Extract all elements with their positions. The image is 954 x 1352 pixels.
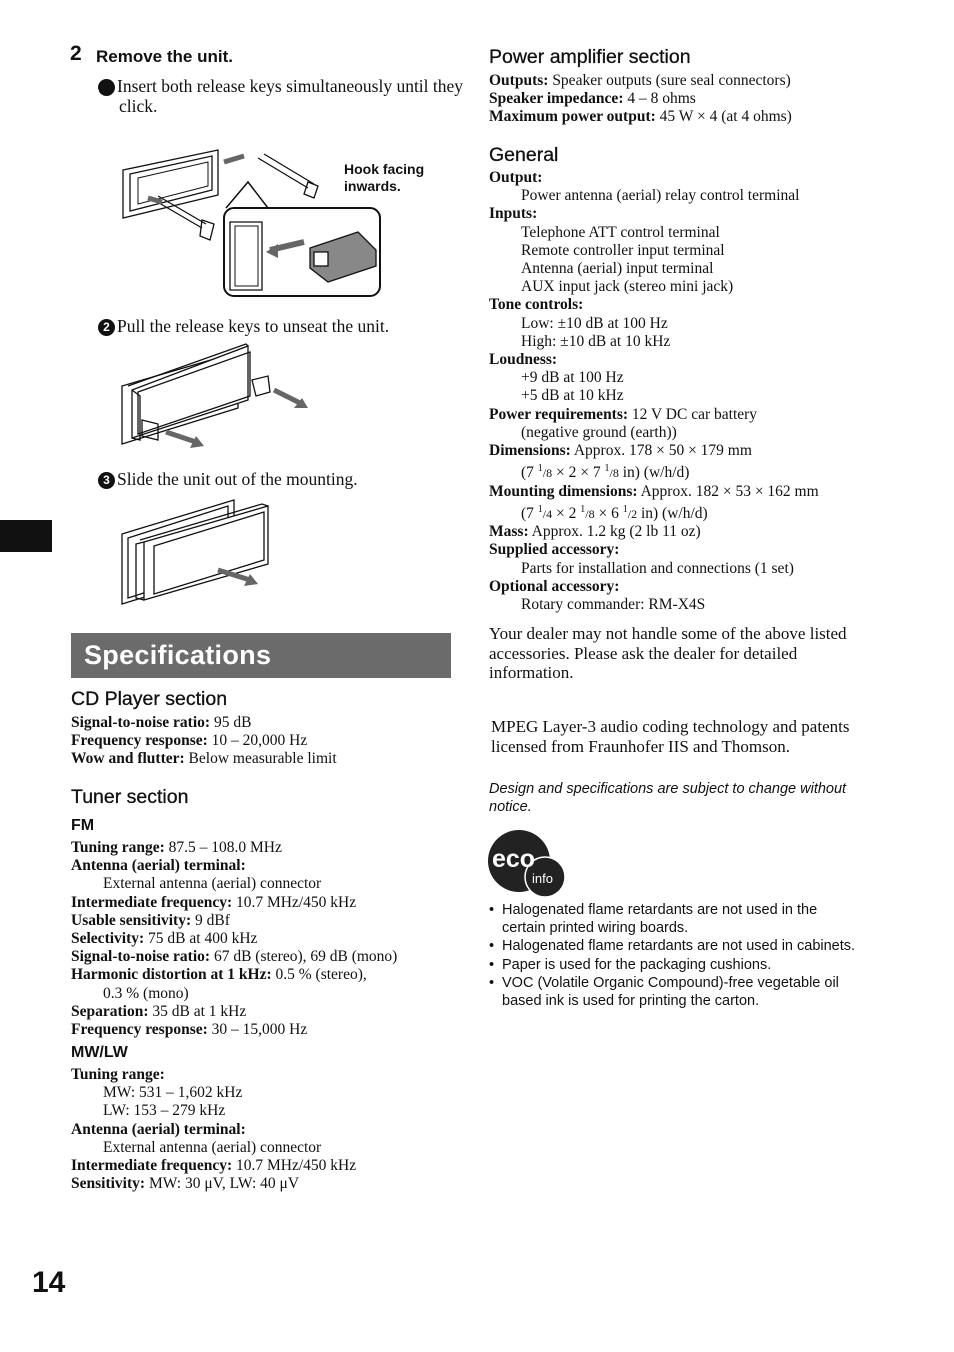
eco-info-logo — [488, 830, 568, 898]
dim-fraction-num: 1 — [604, 463, 610, 475]
list-item: • VOC (Volatile Organic Compound)-free vegetable oil based ink is used for printing the carton. — [489, 974, 859, 1010]
spec-label: Intermediate frequency: — [71, 893, 233, 911]
spec-label: Optional accessory: — [489, 577, 620, 595]
eco-bullet-list — [489, 901, 859, 1010]
substep-1 — [92, 76, 464, 116]
spec-value: AUX input jack (stereo mini jack) — [521, 278, 734, 296]
substep-3 — [98, 469, 448, 489]
list-item: • Halogenated flame retardants are not used in the certain printed wiring boards. — [489, 901, 859, 937]
amp-spec-list — [489, 72, 889, 127]
mount-fraction-den: /8 — [585, 506, 595, 521]
spec-row — [71, 732, 451, 750]
spec-value: (negative ground (earth)) — [521, 423, 677, 441]
mount-fraction-num: 1 — [580, 503, 586, 515]
list-item: • Paper is used for the packaging cushions. — [489, 956, 859, 974]
cd-spec-list — [71, 714, 451, 769]
spec-value: 67 dB (stereo), 69 dB (mono) — [210, 948, 398, 966]
spec-row — [489, 523, 889, 541]
dim-fraction-den: /8 — [542, 466, 553, 481]
spec-row — [489, 406, 889, 424]
spec-label: Speaker impedance: — [489, 90, 624, 108]
spec-value: Speaker outputs (sure seal connectors) — [548, 72, 791, 89]
spec-value: Below measurable limit — [184, 750, 337, 768]
page-number: 14 — [32, 1266, 66, 1299]
pull-keys-illustration — [118, 340, 318, 455]
spec-value: 10 – 20,000 Hz — [207, 732, 308, 750]
hook-note-line: inwards. — [344, 178, 401, 194]
spec-label: Inputs: — [489, 205, 538, 223]
spec-value: Parts for installation and connections (1 set) — [521, 559, 794, 577]
spec-value: Approx. 1.2 kg (2 lb 11 oz) — [528, 523, 701, 541]
hook-note-line: Hook facing — [344, 161, 425, 177]
spec-label: Output: — [489, 169, 543, 186]
spec-row — [71, 1157, 451, 1175]
spec-value: Remote controller input terminal — [521, 241, 725, 259]
cd-section-heading: CD Player section — [71, 688, 228, 710]
eco-logo-subtext: info — [532, 871, 553, 886]
spec-value: Approx. 182 × 53 × 162 mm — [637, 482, 819, 500]
spec-value: MW: 30 μV, LW: 40 μV — [145, 1175, 300, 1193]
spec-value: Antenna (aerial) input terminal — [521, 260, 714, 278]
eco-logo-text: eco — [492, 845, 536, 873]
spec-row — [71, 1175, 451, 1193]
spec-row — [71, 948, 451, 966]
spec-label: Antenna (aerial) terminal: — [71, 857, 246, 875]
spec-value — [489, 460, 889, 482]
substep-text: Insert both release keys simultaneously until they click. — [117, 76, 464, 116]
spec-value: 95 dB — [210, 714, 252, 731]
spec-label: Outputs: — [489, 72, 549, 89]
mwlw-heading: MW/LW — [71, 1044, 128, 1061]
spec-label: Antenna (aerial) terminal: — [71, 1120, 246, 1138]
substep-2 — [98, 316, 448, 336]
dim-part: (7 — [521, 464, 538, 482]
general-spec-list — [489, 169, 889, 614]
spec-row — [489, 90, 889, 108]
spec-row — [71, 1003, 451, 1021]
spec-value: 30 – 15,000 Hz — [207, 1021, 308, 1039]
spec-value: 87.5 – 108.0 MHz — [164, 839, 282, 856]
spec-label: Power requirements: — [489, 405, 629, 423]
spec-label: Tuning range: — [71, 839, 165, 856]
spec-label: Intermediate frequency: — [71, 1157, 233, 1175]
spec-row — [71, 930, 451, 948]
spec-label: Mounting dimensions: — [489, 482, 638, 500]
spec-row — [71, 1066, 451, 1084]
spec-row — [71, 750, 451, 768]
tuner-section-heading: Tuner section — [71, 786, 189, 808]
section-tab — [0, 520, 52, 552]
spec-row — [489, 442, 889, 460]
spec-row — [71, 1121, 451, 1139]
spec-label: Tone controls: — [489, 296, 584, 314]
spec-label: Mass: — [489, 523, 529, 541]
dim-fraction-den: /8 — [609, 466, 619, 481]
spec-value: 0.3 % (mono) — [103, 984, 189, 1002]
spec-row — [489, 72, 889, 90]
mwlw-spec-list — [71, 1066, 451, 1193]
spec-row — [71, 966, 451, 984]
spec-row — [489, 483, 889, 501]
substep-number-icon: 1 — [98, 79, 115, 96]
spec-value: 35 dB at 1 kHz — [148, 1002, 247, 1020]
substep-text: Pull the release keys to unseat the unit. — [117, 316, 390, 336]
spec-row — [71, 912, 451, 930]
spec-label: Loudness: — [489, 351, 558, 369]
spec-label: Selectivity: — [71, 930, 145, 948]
dim-part: × 2 × 7 — [552, 464, 605, 482]
spec-value: 0.5 % (stereo), — [271, 966, 367, 984]
spec-value: 75 dB at 400 kHz — [144, 930, 258, 948]
mount-part: × 2 — [552, 504, 581, 522]
spec-row — [71, 714, 451, 732]
spec-value: Telephone ATT control terminal — [521, 223, 720, 241]
step-title: Remove the unit. — [96, 47, 233, 66]
spec-value: High: ±10 dB at 10 kHz — [521, 332, 671, 350]
dim-fraction-num: 1 — [537, 463, 543, 475]
spec-value: Low: ±10 dB at 100 Hz — [521, 314, 668, 332]
mount-part: in) (w/h/d) — [637, 504, 708, 522]
spec-label: Dimensions: — [489, 442, 571, 460]
hook-note — [344, 161, 424, 195]
mount-part: (7 — [521, 504, 538, 522]
slide-unit-illustration — [118, 494, 278, 608]
spec-label: Frequency response: — [71, 732, 208, 750]
change-note: Design and specifications are subject to change without notice. — [489, 781, 847, 815]
spec-value: MW: 531 – 1,602 kHz — [103, 1084, 243, 1102]
fm-heading: FM — [71, 817, 95, 834]
spec-label: Supplied accessory: — [489, 541, 620, 559]
spec-value: 10.7 MHz/450 kHz — [232, 1157, 357, 1175]
step-number: 2 — [70, 42, 82, 65]
spec-value: 9 dBf — [191, 911, 230, 929]
mpeg-note: MPEG Layer-3 audio coding technology and patents licensed from Fraunhofer IIS and Thomson. — [491, 717, 850, 756]
spec-label: Signal-to-noise ratio: — [71, 714, 211, 731]
spec-value: External antenna (aerial) connector — [103, 1138, 322, 1156]
spec-value: Approx. 178 × 50 × 179 mm — [570, 442, 752, 460]
list-item: • Halogenated flame retardants are not used in cabinets. — [489, 937, 859, 955]
spec-row — [71, 857, 451, 875]
spec-label: Sensitivity: — [71, 1175, 146, 1193]
mount-fraction-num: 1 — [537, 503, 543, 515]
fm-spec-list — [71, 839, 451, 1039]
substep-number-icon: 2 — [98, 319, 115, 336]
spec-label: Harmonic distortion at 1 kHz: — [71, 966, 272, 984]
mount-part: × 6 — [594, 504, 623, 522]
mount-fraction-num: 1 — [622, 503, 628, 515]
spec-label: Tuning range: — [71, 1066, 165, 1083]
amp-section-heading: Power amplifier section — [489, 46, 691, 68]
spec-value: +5 dB at 10 kHz — [521, 387, 624, 405]
spec-row — [71, 839, 451, 857]
spec-value — [489, 501, 889, 523]
spec-value: Rotary commander: RM-X4S — [521, 595, 706, 613]
spec-label: Signal-to-noise ratio: — [71, 948, 211, 966]
spec-value: 12 V DC car battery — [628, 405, 758, 423]
spec-value: 45 W × 4 (at 4 ohms) — [655, 108, 792, 126]
spec-row — [489, 108, 889, 126]
spec-row — [71, 894, 451, 912]
general-section-heading: General — [489, 144, 559, 166]
spec-label: Separation: — [71, 1002, 149, 1020]
spec-value: External antenna (aerial) connector — [103, 875, 322, 893]
spec-label: Usable sensitivity: — [71, 911, 192, 929]
spec-value: LW: 153 – 279 kHz — [103, 1102, 226, 1120]
mount-fraction-den: /2 — [627, 506, 638, 521]
dealer-note: Your dealer may not handle some of the above listed accessories. Please ask the dealer for detailed information. — [489, 624, 847, 682]
substep-text: Slide the unit out of the mounting. — [117, 469, 358, 489]
substep-number-icon: 3 — [98, 472, 115, 489]
spec-label: Frequency response: — [71, 1021, 208, 1039]
mount-fraction-den: /4 — [542, 506, 553, 521]
spec-value: 4 – 8 ohms — [623, 90, 696, 108]
spec-value: +9 dB at 100 Hz — [521, 369, 624, 387]
spec-value: Power antenna (aerial) relay control terminal — [521, 187, 800, 205]
spec-label: Maximum power output: — [489, 108, 656, 126]
dim-part: in) (w/h/d) — [618, 464, 690, 482]
spec-row — [71, 1021, 451, 1039]
specifications-banner: Specifications — [71, 633, 451, 678]
spec-label: Wow and flutter: — [71, 750, 185, 768]
spec-value: 10.7 MHz/450 kHz — [232, 893, 357, 911]
